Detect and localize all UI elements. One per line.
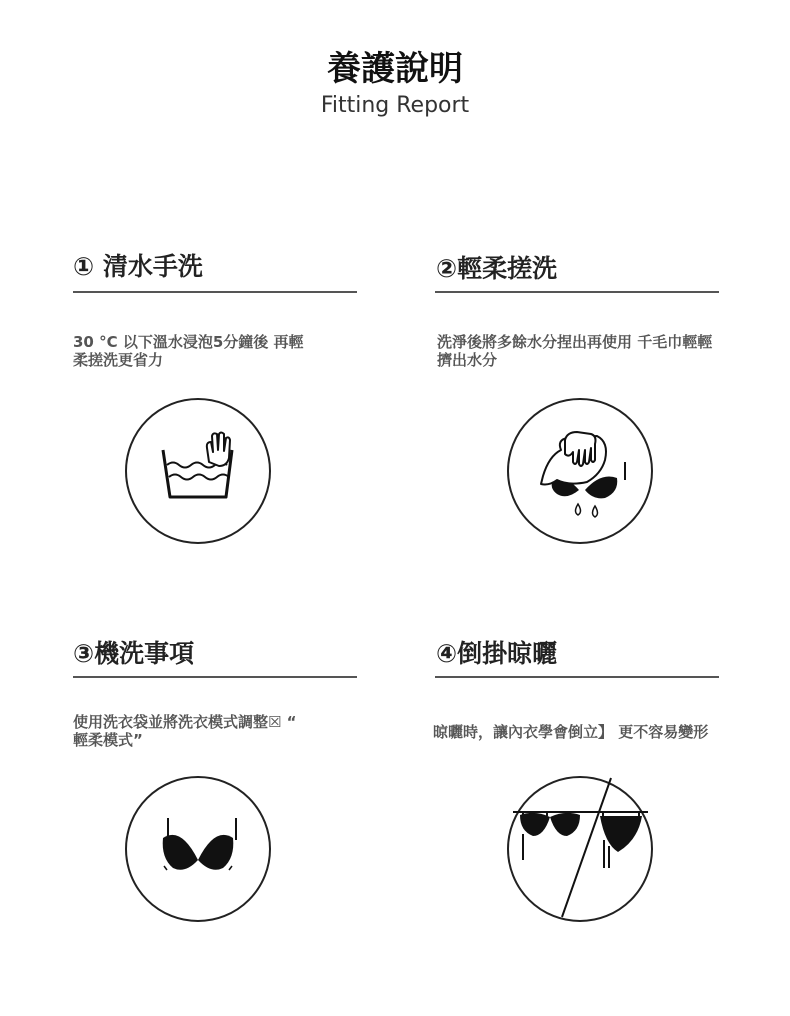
hand-wash-basin-icon	[123, 396, 273, 546]
page-subtitle: Fitting Report	[320, 93, 470, 118]
step-description	[73, 713, 297, 749]
step-description	[437, 333, 712, 369]
step-heading: ④倒掛晾曬	[436, 639, 558, 668]
description-line: 柔搓洗更省力	[73, 351, 164, 369]
heading-underline	[435, 676, 719, 678]
description-line: 擠出水分	[437, 351, 498, 369]
description-line: 洗淨後將多餘水分捏出再使用 千毛巾輕輕	[437, 333, 713, 351]
description-line: 使用洗衣袋並將洗衣模式調整☒ “	[73, 713, 297, 731]
step-description	[433, 723, 708, 741]
step-heading: ②輕柔搓洗	[436, 254, 558, 283]
squeeze-towel-icon	[505, 396, 655, 546]
description-line: 30 °C 以下溫水浸泡5分鐘後 再輕	[73, 333, 304, 351]
step-heading: ① 清水手洗	[73, 252, 203, 281]
page-title: 養護說明	[327, 49, 463, 89]
bra-icon	[123, 774, 273, 924]
hang-upside-down-icon	[505, 774, 655, 924]
heading-underline	[73, 676, 357, 678]
heading-underline	[435, 291, 719, 293]
description-line: 輕柔模式”	[73, 731, 143, 749]
step-description	[73, 333, 304, 369]
step-heading: ③機洗事項	[73, 639, 195, 668]
heading-underline	[73, 291, 357, 293]
description-line: 晾曬時，讓內衣學會倒立】 更不容易變形	[433, 723, 709, 741]
